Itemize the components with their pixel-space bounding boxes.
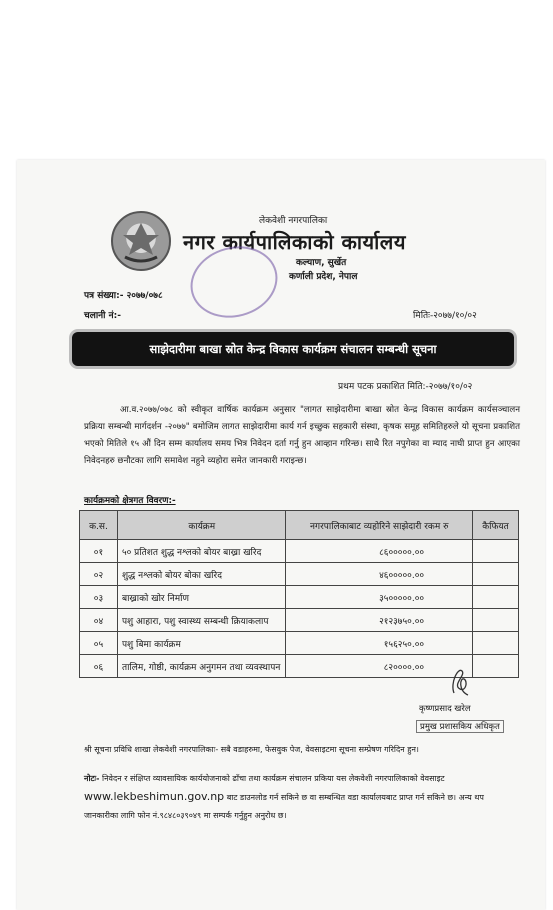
note-text-part1: निवेदन र संक्षिप्त व्यावसायिक कार्ययोजनाको ढाँचा तथा कार्यक्रम संचालन प्रकिया यस लेकवेशी नगरपालिकाको वेवसाइट xyxy=(102,774,445,783)
office-title: नगर कार्यपालिकाको कार्यालय xyxy=(183,230,406,254)
row-amount: २१२३७५०.०० xyxy=(286,609,473,632)
handwritten-signature xyxy=(448,663,472,699)
section-title: कार्यक्रमको क्षेत्रगत विवरण:- xyxy=(84,496,176,506)
row-program: ५० प्रतिशत शुद्ध नश्लको बोयर बाख्रा खरिद xyxy=(117,540,286,563)
row-remark xyxy=(473,540,519,563)
col-header-remark: कैफियत xyxy=(473,511,519,540)
row-remark xyxy=(473,632,519,655)
col-header-program: कार्यक्रम xyxy=(117,511,286,540)
notice-title: साझेदारीमा बाखा स्रोत केन्द्र विकास कार्यक्रम संचालन सम्बन्धी सूचना xyxy=(149,341,437,356)
row-program: पशु आहारा, पशु स्वास्थ्य सम्बन्धी क्रियाकलाप xyxy=(117,609,286,632)
letter-date: मितिः-२०७७/१०/०२ xyxy=(413,311,477,321)
row-sn: ०२ xyxy=(80,563,118,586)
row-remark xyxy=(473,655,519,678)
row-sn: ०३ xyxy=(80,586,118,609)
government-emblem-logo xyxy=(111,211,171,271)
notice-body: आ.व.२०७७/०७८ को स्वीकृत वार्षिक कार्यक्रम अनुसार "लागत साझेदारीमा बाखा स्रोत केन्द्र विकास कार्यक्रम कार्यसञ्चालन प्रक्रिया सम्बन्धी मार्गदर्शन -२०७७" बमोजिम लागत साझेदारीमा कार्य गर्न इच्छुक सहकारी संस्था, कृषक समूह समितिहरुले यो सूचना प्रकाशित भएको मितिले १५ औं दिन सम्म कार्यालय समय भित्र निवेदन दर्ता गर्नु हुन आव्हान गरिन्छ। साथै रित नपुगेका वा म्याद नाघी प्राप्त हुन आएका निवेदनहरु छनौटका लागि समावेश नहुने व्यहोरा समेत जानकारी गराइन्छ। xyxy=(84,405,520,466)
note-label: नोटः- xyxy=(84,774,100,783)
dispatch-number: चलानी नं:- xyxy=(84,311,121,321)
program-table xyxy=(79,510,519,678)
row-amount: १५६२५०.०० xyxy=(286,632,473,655)
signatory-title: प्रमुख प्रशासकिय अधिकृत xyxy=(416,720,504,733)
row-program: शुद्ध नश्लको बोयर बोका खरिद xyxy=(117,563,286,586)
table-row xyxy=(80,609,519,632)
table-row xyxy=(80,586,519,609)
website-link[interactable]: www.lekbeshimun.gov.np xyxy=(84,790,225,803)
office-province: कर्णाली प्रदेश, नेपाल xyxy=(289,272,358,282)
signatory-name: कृष्णप्रसाद खरेल xyxy=(419,704,471,714)
row-sn: ०६ xyxy=(80,655,118,678)
info-line: श्री सूचना प्रविधि शाखा लेकवेशी नगरपालिकाः- सबै वडाहरुमा, फेसवुक पेज, वेवसाइटमा सूचना सम्प्रेषण गरिदिन हुन। xyxy=(84,745,419,754)
row-program: बाख्राको खोर निर्माण xyxy=(117,586,286,609)
table-header-row xyxy=(80,511,519,540)
table-row xyxy=(80,540,519,563)
row-amount: ८६०००००.०० xyxy=(286,540,473,563)
note-text-part2: बाट डाउनलोड गर्न सकिने छ वा सम्बन्धित वडा कार्यालयबाट प्राप्त गर्न सकिने छ। अन्य थप जानकारीका लागि फोन नं.९८४८०३९०४९ मा सम्पर्क गर्नुहुन अनुरोध छ। xyxy=(84,793,484,820)
table-row xyxy=(80,563,519,586)
row-remark xyxy=(473,609,519,632)
col-header-sn: क.स. xyxy=(80,511,118,540)
table-row xyxy=(80,632,519,655)
emblem-icon xyxy=(113,213,169,269)
col-header-amount: नगरपालिकाबाट व्यहोरिने साझेदारी रकम रु xyxy=(286,511,473,540)
row-sn: ०५ xyxy=(80,632,118,655)
row-amount: ८२००००.०० xyxy=(286,655,473,678)
row-remark xyxy=(473,586,519,609)
row-sn: ०४ xyxy=(80,609,118,632)
letter-number: पत्र संख्या:- २०७७/०७८ xyxy=(84,291,163,301)
footer-note xyxy=(84,770,520,825)
notice-title-banner xyxy=(72,332,514,366)
row-remark xyxy=(473,563,519,586)
row-amount: ३५०००००.०० xyxy=(286,586,473,609)
row-amount: ४६०००००.०० xyxy=(286,563,473,586)
municipality-name: लेकवेशी नगरपालिका xyxy=(259,216,328,226)
row-sn: ०१ xyxy=(80,540,118,563)
office-location: कल्याण, सुर्खेत xyxy=(296,258,347,268)
published-date: प्रथम पटक प्रकाशित मिति:-२०७७/१०/०२ xyxy=(338,382,473,392)
row-program: पशु बिमा कार्यक्रम xyxy=(117,632,286,655)
row-program: तालिम, गोष्ठी, कार्यक्रम अनुगमन तथा व्यवस्थापन xyxy=(117,655,286,678)
